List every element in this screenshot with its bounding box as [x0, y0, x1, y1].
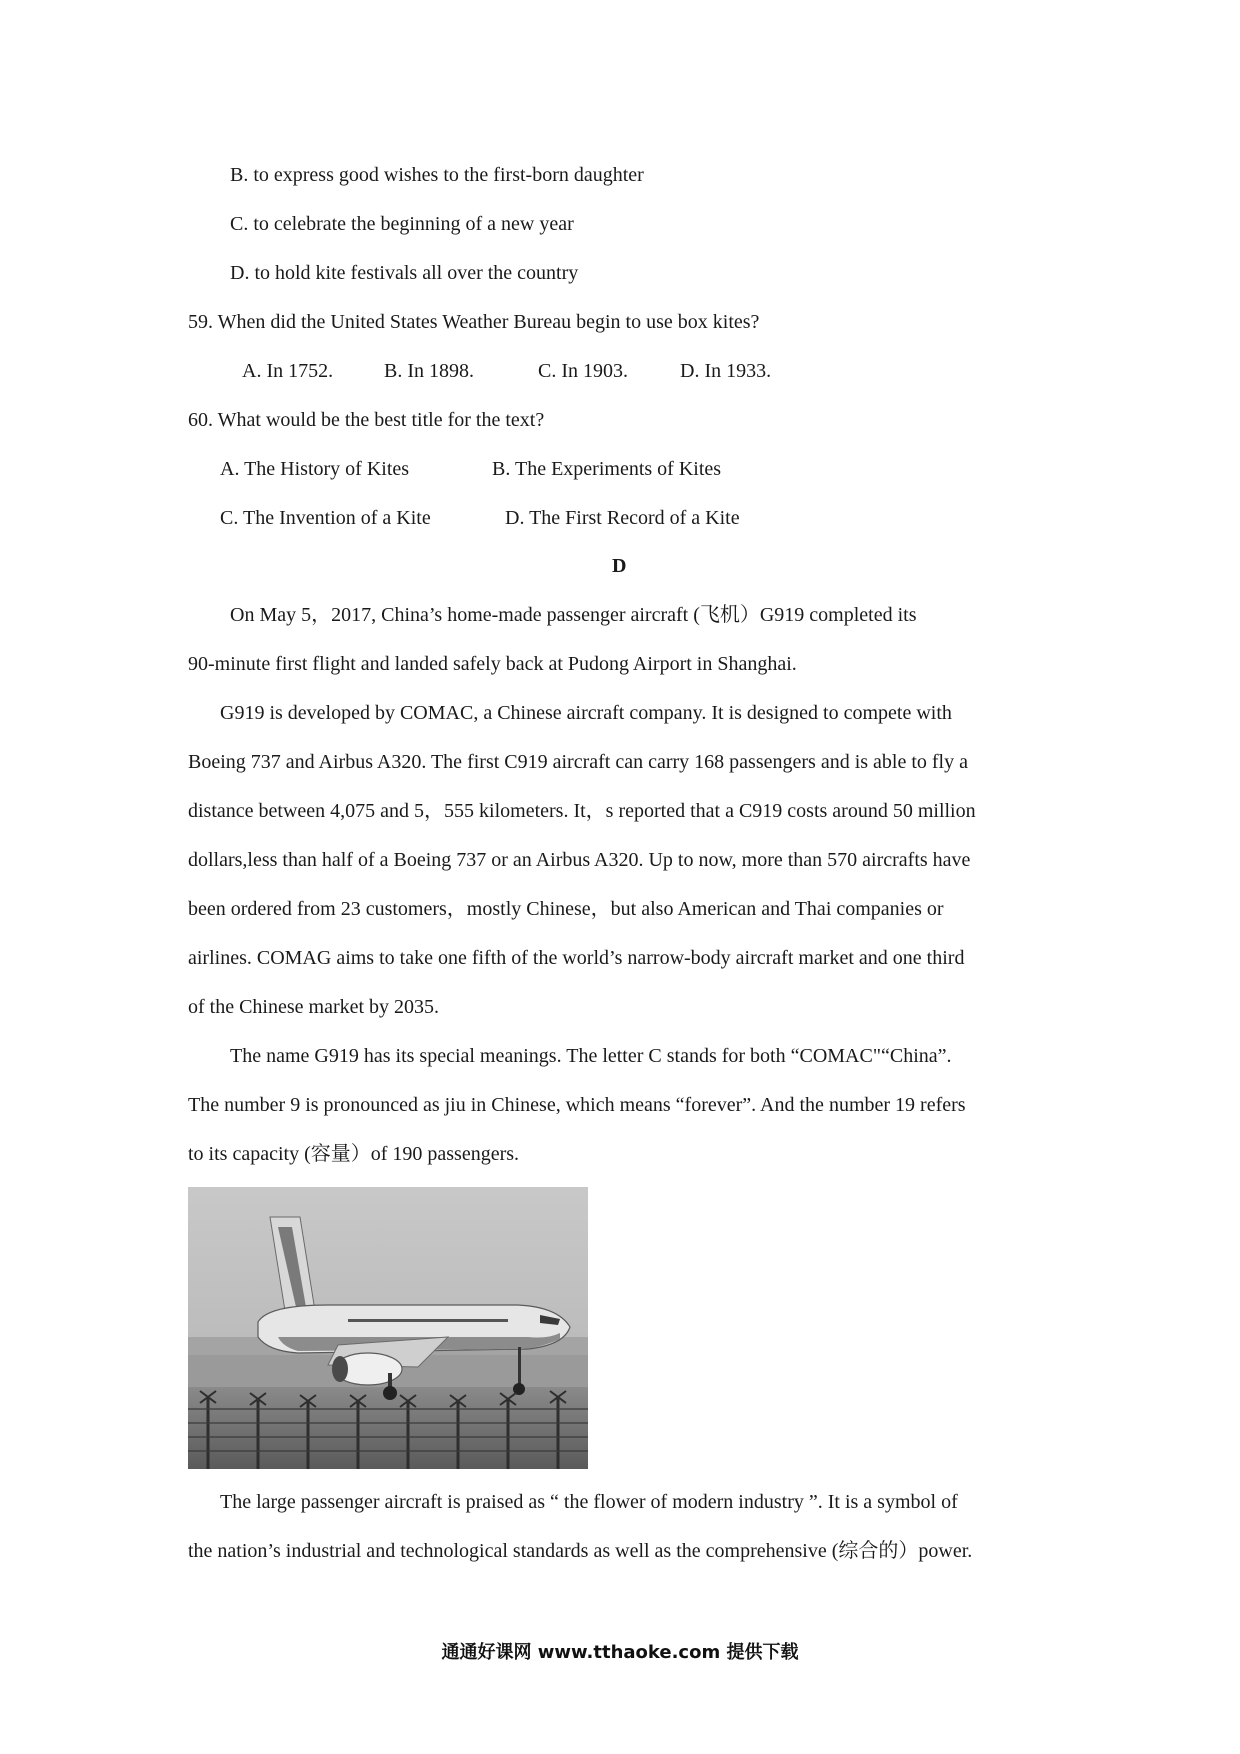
passage-line: the nation’s industrial and technological standards as well as the comprehensive (综合的）power.	[188, 1540, 973, 1562]
q59-option-c: C. In 1903.	[538, 360, 628, 382]
passage-line: Boeing 737 and Airbus A320. The first C919 aircraft can carry 168 passengers and is able to fly a	[188, 751, 968, 773]
q60-option-a: A. The History of Kites	[220, 458, 410, 480]
q58-option-b: B. to express good wishes to the first-born daughter	[230, 164, 644, 186]
q58-option-d: D. to hold kite festivals all over the country	[230, 262, 579, 284]
passage-line: to its capacity (容量）of 190 passengers.	[188, 1143, 520, 1165]
passage-heading: D	[612, 555, 627, 577]
passage-line: distance between 4,075 and 5，555 kilometers. It，s reported that a C919 costs around 50 million	[188, 800, 976, 822]
passage-line: G919 is developed by COMAC, a Chinese aircraft company. It is designed to compete with	[220, 702, 952, 724]
aircraft-photo	[188, 1187, 588, 1469]
q60-option-b: B. The Experiments of Kites	[492, 458, 722, 480]
footer-download-notice: 通通好课网 www.tthaoke.com 提供下载	[441, 1642, 799, 1663]
q58-option-c: C. to celebrate the beginning of a new year	[230, 213, 574, 235]
passage-line: of the Chinese market by 2035.	[188, 996, 440, 1018]
passage-line: 90-minute first flight and landed safely back at Pudong Airport in Shanghai.	[188, 653, 797, 675]
q60-question: 60. What would be the best title for the text?	[188, 409, 545, 431]
passage-line: been ordered from 23 customers，mostly Chinese，but also American and Thai companies or	[188, 898, 944, 920]
passage-line: The number 9 is pronounced as jiu in Chinese, which means “forever”. And the number 19 refers	[188, 1094, 966, 1116]
q59-question: 59. When did the United States Weather Bureau begin to use box kites?	[188, 311, 760, 333]
q59-option-d: D. In 1933.	[680, 360, 772, 382]
passage-line: The name G919 has its special meanings. The letter C stands for both “COMAC"“China”.	[230, 1045, 952, 1067]
passage-line: airlines. COMAG aims to take one fifth of the world’s narrow-body aircraft market and one third	[188, 947, 965, 969]
passage-line: The large passenger aircraft is praised as “ the flower of modern industry ”. It is a symbol of	[220, 1491, 958, 1513]
q59-option-b: B. In 1898.	[384, 360, 474, 382]
aircraft-photo-drawing	[188, 1187, 588, 1469]
q60-option-c: C. The Invention of a Kite	[220, 507, 431, 529]
q59-option-a: A. In 1752.	[242, 360, 334, 382]
passage-line: On May 5，2017, China’s home-made passenger aircraft (飞机）G919 completed its	[230, 604, 917, 626]
q60-option-d: D. The First Record of a Kite	[505, 507, 740, 529]
passage-line: dollars,less than half of a Boeing 737 or an Airbus A320. Up to now, more than 570 aircrafts have	[188, 849, 971, 871]
